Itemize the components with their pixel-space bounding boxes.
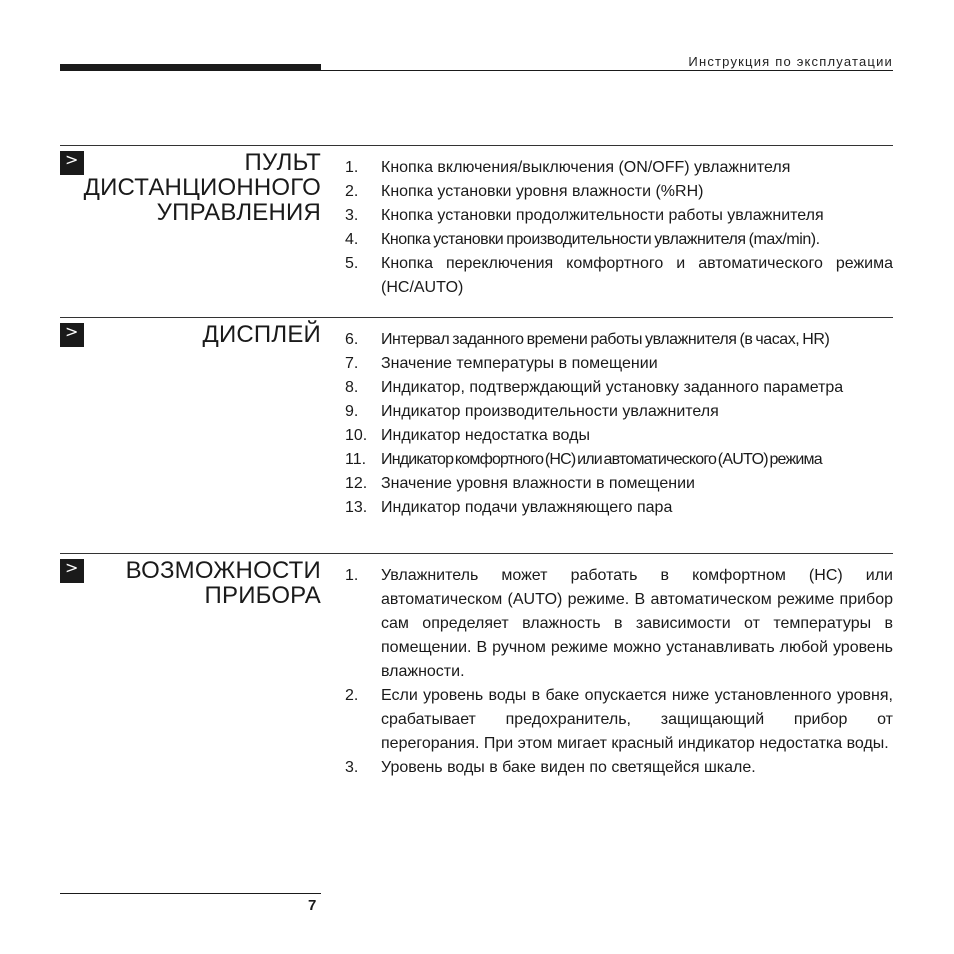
item-number: 9. (345, 403, 359, 420)
section-title: ПУЛЬТ ДИСТАНЦИОННОГО УПРАВЛЕНИЯ (83, 149, 321, 226)
footer-rule (60, 893, 321, 894)
section-title: ВОЗМОЖНОСТИ ПРИБОРА (125, 557, 321, 609)
item-text: Кнопка установки уровня влажности (%RH) (381, 183, 704, 200)
item-text: Увлажнитель может работать в комфортном (HC) или автоматическом (AUTO) режиме. В автоматическом режиме прибор сам определяет влажность в зависимости от температуры в помещении. В ручном режиме можно устанавливать любой уровень влажности. (381, 567, 893, 680)
item-list (345, 156, 893, 300)
list-item (345, 228, 893, 252)
item-number: 1. (345, 567, 359, 584)
list-item (345, 756, 893, 780)
running-header: Инструкция по эксплуатации (688, 54, 893, 69)
item-number: 4. (345, 231, 359, 248)
item-text: Значение температуры в помещении (381, 355, 658, 372)
item-number: 3. (345, 759, 359, 776)
item-number: 1. (345, 159, 359, 176)
arrow-marker-icon: > (60, 323, 84, 347)
item-text: Кнопка включения/выключения (ON/OFF) увлажнителя (381, 159, 791, 176)
item-number: 6. (345, 331, 359, 348)
list-item (345, 448, 893, 472)
item-text: Интервал заданного времени работы увлажнителя (в часах, HR) (381, 331, 830, 348)
arrow-marker-icon: > (60, 559, 84, 583)
item-text: Кнопка установки продолжительности работы увлажнителя (381, 207, 824, 224)
item-text: Индикатор производительности увлажнителя (381, 403, 719, 420)
item-text: Индикатор, подтверждающий установку заданного параметра (381, 379, 844, 396)
item-number: 8. (345, 379, 359, 396)
page-number: 7 (308, 897, 317, 914)
list-item (345, 204, 893, 228)
item-number: 7. (345, 355, 359, 372)
item-text: Индикатор подачи увлажняющего пара (381, 499, 673, 516)
item-number: 3. (345, 207, 359, 224)
item-number: 11. (345, 451, 367, 468)
item-text: Уровень воды в баке виден по светящейся шкале. (381, 759, 756, 776)
item-number: 12. (345, 475, 368, 492)
item-text: Индикатор комфортного (HC) или автоматического (AUTO) режима (381, 451, 822, 468)
list-item (345, 496, 893, 520)
item-number: 5. (345, 255, 359, 272)
section-title: ДИСПЛЕЙ (202, 321, 321, 348)
list-item (345, 328, 893, 352)
item-number: 13. (345, 499, 368, 516)
list-item (345, 424, 893, 448)
section-divider (60, 553, 893, 554)
section-divider (60, 317, 893, 318)
list-item (345, 684, 893, 756)
list-item (345, 252, 893, 300)
list-item (345, 376, 893, 400)
list-item (345, 352, 893, 376)
item-text: Индикатор недостатка воды (381, 427, 590, 444)
arrow-marker-icon: > (60, 151, 84, 175)
list-item (345, 400, 893, 424)
list-item (345, 180, 893, 204)
item-text: Кнопка установки производительности увлажнителя (max/min). (381, 231, 820, 248)
header-rule (321, 70, 893, 71)
item-text: Значение уровня влажности в помещении (381, 475, 695, 492)
item-text: Если уровень воды в баке опускается ниже установленного уровня, срабатывает предохранитель, защищающий прибор от перегорания. При этом мигает красный индикатор недостатка воды. (381, 687, 893, 752)
header-bar (60, 64, 321, 71)
item-number: 10. (345, 427, 368, 444)
list-item (345, 472, 893, 496)
item-text: Кнопка переключения комфортного и автоматического режима (HC/AUTO) (381, 255, 893, 296)
list-item (345, 564, 893, 684)
item-number: 2. (345, 687, 359, 704)
section-divider (60, 145, 893, 146)
item-list (345, 564, 893, 780)
item-number: 2. (345, 183, 359, 200)
item-list (345, 328, 893, 520)
list-item (345, 156, 893, 180)
